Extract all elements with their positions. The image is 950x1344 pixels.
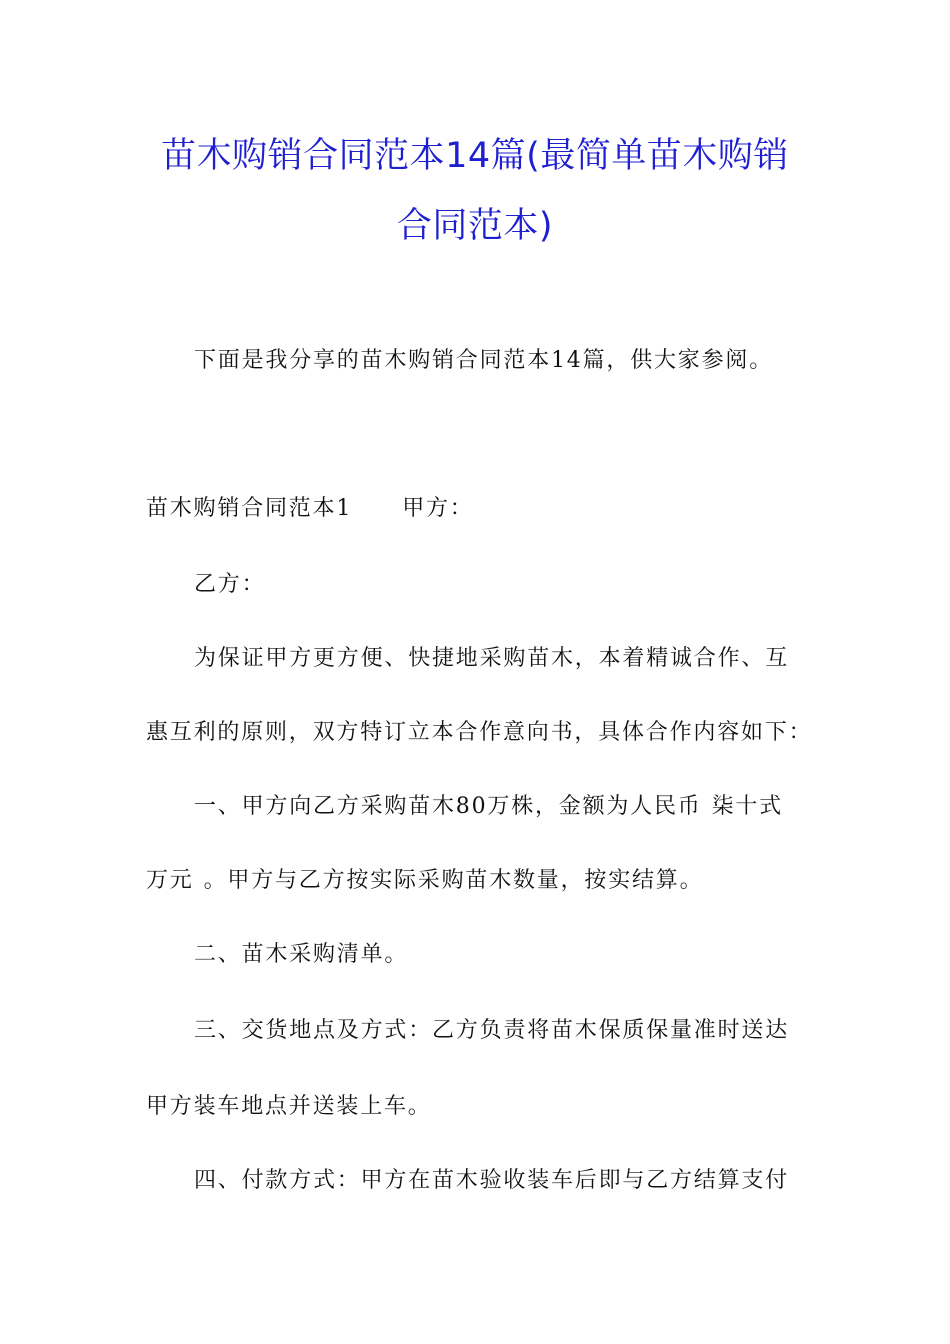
clause-3-line-1: 三、交货地点及方式：乙方负责将苗木保质保量准时送达 — [194, 1018, 790, 1043]
section-heading-line — [146, 496, 474, 522]
clause-4-line-1: 四、付款方式：甲方在苗木验收装车后即与乙方结算支付 — [194, 1168, 790, 1193]
clause-1-unit: 万元 — [146, 868, 194, 893]
clause-1-line-1 — [194, 794, 783, 820]
paragraph-1-line-2: 惠互利的原则，双方特订立本合作意向书，具体合作内容如下： — [146, 720, 813, 745]
clause-2: 二、苗木采购清单。 — [194, 942, 409, 967]
intro-paragraph: 下面是我分享的苗木购销合同范本14篇，供大家参阅。 — [194, 348, 773, 373]
clause-1-amount: 柒十式 — [711, 794, 784, 819]
section-heading: 苗木购销合同范本1 — [146, 496, 353, 521]
clause-1-text: 一、甲方向乙方采购苗木80万株，金额为人民币 — [194, 794, 702, 819]
clause-1-line-2 — [146, 868, 703, 894]
clause-1-continuation: 。甲方与乙方按实际采购苗木数量，按实结算。 — [203, 868, 704, 893]
document-title-line-1: 苗木购销合同范本14篇(最简单苗木购销 — [161, 136, 789, 176]
paragraph-1-line-1: 为保证甲方更方便、快捷地采购苗木，本着精诚合作、互 — [194, 646, 790, 671]
party-a-label: 甲方： — [402, 496, 474, 521]
clause-3-line-2: 甲方装车地点并送装上车。 — [146, 1094, 432, 1119]
party-b-label: 乙方： — [194, 572, 266, 597]
document-title-line-2: 合同范本) — [396, 206, 554, 246]
